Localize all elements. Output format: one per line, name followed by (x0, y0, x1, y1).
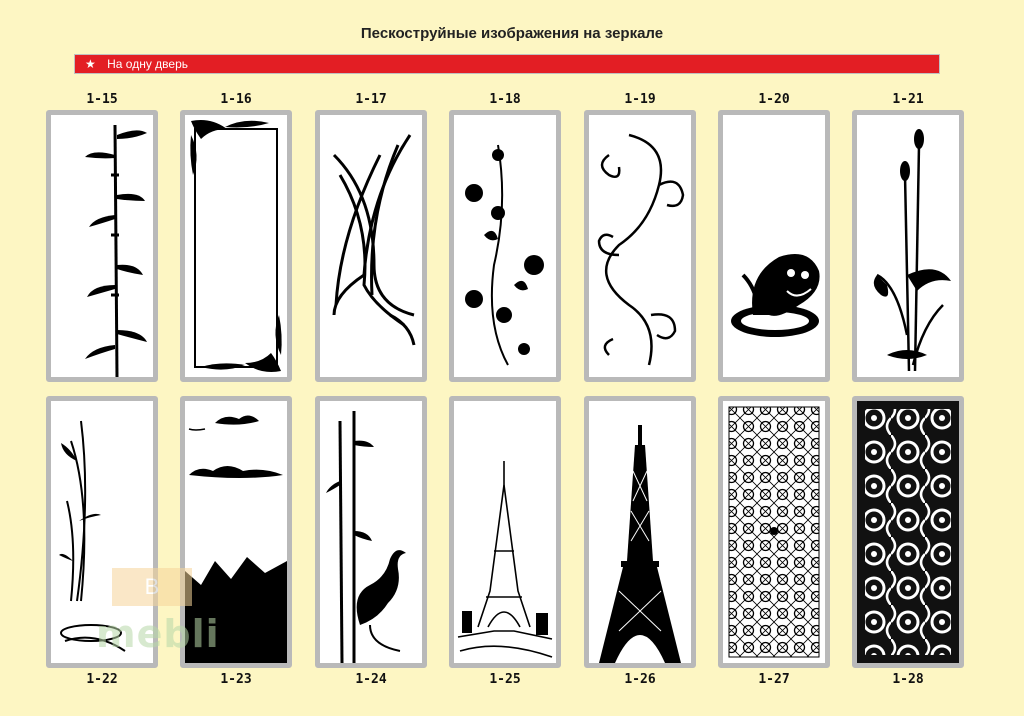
banner-label: На одну дверь (107, 57, 188, 71)
design-code: 1-20 (758, 92, 790, 107)
lily-icon (857, 115, 959, 377)
mirror-panel-bamboo[interactable] (46, 110, 158, 382)
flamingo-icon (320, 401, 422, 663)
mirror-panel-floral-frame[interactable] (180, 110, 292, 382)
eiffel-tower-icon (589, 401, 691, 663)
mirror-panel-abstract-leaves[interactable] (315, 110, 427, 382)
design-code: 1-23 (220, 672, 252, 687)
rose-icon (454, 115, 556, 377)
page-title: Пескоструйные изображения на зеркале (360, 25, 664, 42)
design-code: 1-28 (892, 672, 924, 687)
mirror-panel-eiffel-city[interactable] (449, 396, 561, 668)
design-code: 1-21 (892, 92, 924, 107)
mirror-panel-eiffel[interactable] (584, 396, 696, 668)
mirror-panel-swirls[interactable] (584, 110, 696, 382)
mirror-panel-roses[interactable] (449, 110, 561, 382)
design-code: 1-24 (355, 672, 387, 687)
mirror-panel-orca[interactable] (718, 110, 830, 382)
watermark-letter: B (112, 568, 192, 606)
design-code: 1-17 (355, 92, 387, 107)
watermark-text: mebli (96, 612, 220, 656)
design-code: 1-27 (758, 672, 790, 687)
bamboo-icon (51, 115, 153, 377)
leaves-icon (320, 115, 422, 377)
orca-icon (723, 115, 825, 377)
design-code: 1-16 (220, 92, 252, 107)
design-code: 1-19 (624, 92, 656, 107)
design-code: 1-22 (86, 672, 118, 687)
design-code: 1-25 (489, 672, 521, 687)
watermark-logo (46, 568, 220, 668)
section-banner (74, 54, 940, 74)
swirl-icon (589, 115, 691, 377)
design-code: 1-26 (624, 672, 656, 687)
frame-icon (185, 115, 287, 377)
mirror-panel-ornament-dark[interactable] (852, 396, 964, 668)
mirror-panel-lace[interactable] (718, 396, 830, 668)
design-code: 1-15 (86, 92, 118, 107)
mirror-panel-calla-lily[interactable] (852, 110, 964, 382)
ornament-icon (857, 401, 959, 663)
eiffel-tower-icon (454, 401, 556, 663)
star-icon: ★ (85, 57, 96, 71)
mirror-panel-bamboo-flamingo[interactable] (315, 396, 427, 668)
design-code: 1-18 (489, 92, 521, 107)
lace-pattern-icon (723, 401, 825, 663)
